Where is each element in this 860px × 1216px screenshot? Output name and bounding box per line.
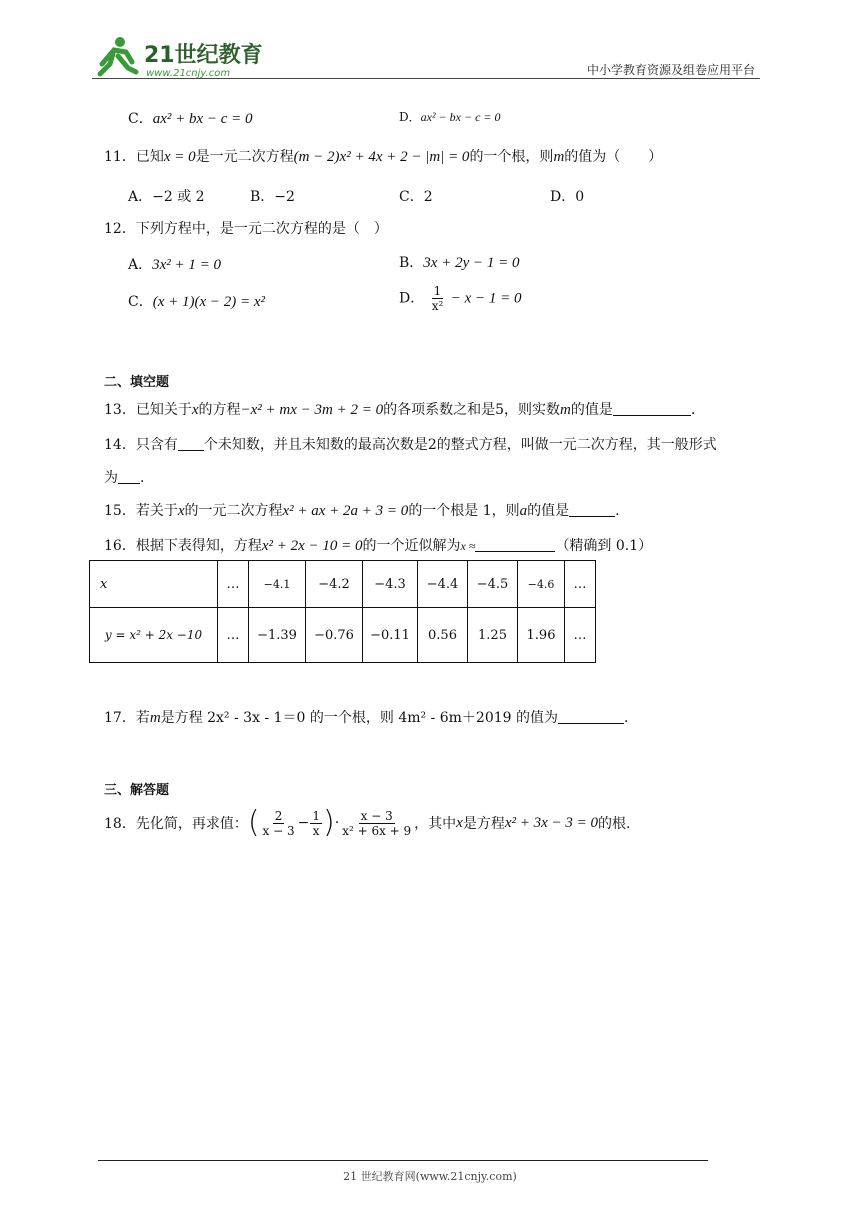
table-row <box>90 561 596 608</box>
logo-text: 21世纪教育 <box>144 43 262 68</box>
q11-option-d: D．0 <box>550 189 585 205</box>
table-cell: … <box>565 561 596 608</box>
table-cell: −0.76 <box>306 608 363 663</box>
table-cell: −4.1 <box>249 561 306 608</box>
q10-option-d: D．ax² − bx − c = 0 <box>399 110 501 124</box>
table-cell: −4.6 <box>518 561 565 608</box>
q12-option-c: C．(x + 1)(x − 2) = x² <box>128 294 266 310</box>
q12-d-fraction: $\frac{1}{\text{x²}}$ <box>431 284 444 313</box>
q11-option-c: C．2 <box>399 189 433 205</box>
left-paren: ( <box>247 805 260 840</box>
q10-option-c: C．ax² + bx − c = 0 <box>128 111 253 127</box>
logo-url: www.21cnjy.com <box>146 68 231 79</box>
table-cell: 0.56 <box>418 608 468 663</box>
table-cell: … <box>218 561 249 608</box>
q18-fraction-3: $\frac{x - 3}{\text{x² + 6x + 9}}$ <box>342 808 412 838</box>
header-platform-text: 中小学教育资源及组卷应用平台 <box>586 63 755 77</box>
q18-fraction-2: $\frac{1}{x}$ <box>312 808 321 838</box>
section-fill-in-title: 二、填空题 <box>104 375 170 390</box>
table-cell: −1.39 <box>249 608 306 663</box>
section-answer-title: 三、解答题 <box>104 783 170 798</box>
table-cell: … <box>218 608 249 663</box>
table-cell: −4.2 <box>306 561 363 608</box>
q16-answer-blank[interactable] <box>475 539 555 552</box>
footer-divider <box>98 1160 708 1161</box>
q16-value-table <box>89 560 596 663</box>
q15-stem: 15．若关于x的一元二次方程x² + ax + 2a + 3 = 0的一个根是 1，则a的值是 . <box>104 503 620 519</box>
q17-stem: 17．若m是方程 2x² ‑ 3x ‑ 1＝0 的一个根，则 4m² ‑ 6m＋2019 的值为 . <box>104 710 629 726</box>
q12-option-a: A．3x² + 1 = 0 <box>128 257 222 273</box>
q16-stem: 16．根据下表得知，方程x² + 2x − 10 = 0的一个近似解为x ≈ （精确到 0.1） <box>104 538 653 554</box>
q14-line1: 14．只含有 个未知数，并且未知数的最高次数是2的整式方程，叫做一元二次方程，其一般形式 <box>104 437 717 453</box>
table-cell: 1.96 <box>518 608 565 663</box>
q12-stem: 12．下列方程中，是一元二次方程的是（ ） <box>104 221 388 237</box>
table-cell: −4.4 <box>418 561 468 608</box>
q14-blank-1[interactable] <box>178 438 204 451</box>
table-cell: x <box>90 561 218 608</box>
header-divider <box>92 78 760 79</box>
table-cell: −0.11 <box>363 608 418 663</box>
table-row <box>90 608 596 663</box>
q18-stem: 18．先化简，再求值： ( $\frac{2}{x - 3}$ − $\frac{1}{x}$ ) · $\frac{x - 3}{\text{x² + 6x + 9}}$ ，其中 x 是方程 x² + 3x − 3 = 0 的根. <box>104 805 631 840</box>
q13-answer-blank[interactable] <box>613 403 691 416</box>
table-cell: … <box>565 608 596 663</box>
table-cell: −4.5 <box>468 561 518 608</box>
table-cell: 1.25 <box>468 608 518 663</box>
q11-stem: 11．已知x = 0是一元二次方程(m − 2)x² + 4x + 2 − |m| = 0的一个根，则m的值为（ ） <box>104 149 663 165</box>
table-cell: y = x² + 2x −10 <box>90 608 218 663</box>
q15-answer-blank[interactable] <box>569 504 615 517</box>
table-cell: −4.3 <box>363 561 418 608</box>
right-paren: ) <box>323 805 335 840</box>
q18-fraction-1: $\frac{2}{x - 3}$ <box>262 808 295 838</box>
q11-option-a: A．−2 或 2 <box>128 189 205 205</box>
q12-option-d: D． $\frac{1}{\text{x²}}$ − x − 1 = 0 <box>399 284 522 313</box>
runner-icon <box>100 37 136 74</box>
q11-option-b: B．−2 <box>250 189 295 205</box>
q14-blank-2[interactable] <box>118 471 140 484</box>
q12-option-b: B．3x + 2y − 1 = 0 <box>399 255 520 271</box>
q17-answer-blank[interactable] <box>558 711 624 724</box>
q13-stem: 13．已知关于x的方程−x² + mx − 3m + 2 = 0的各项系数之和是5，则实数m的值是 . <box>104 402 696 418</box>
footer-text: 21 世纪教育网(www.21cnjy.com) <box>343 1170 517 1183</box>
site-logo <box>92 34 262 80</box>
q14-line2: 为 . <box>104 470 145 486</box>
